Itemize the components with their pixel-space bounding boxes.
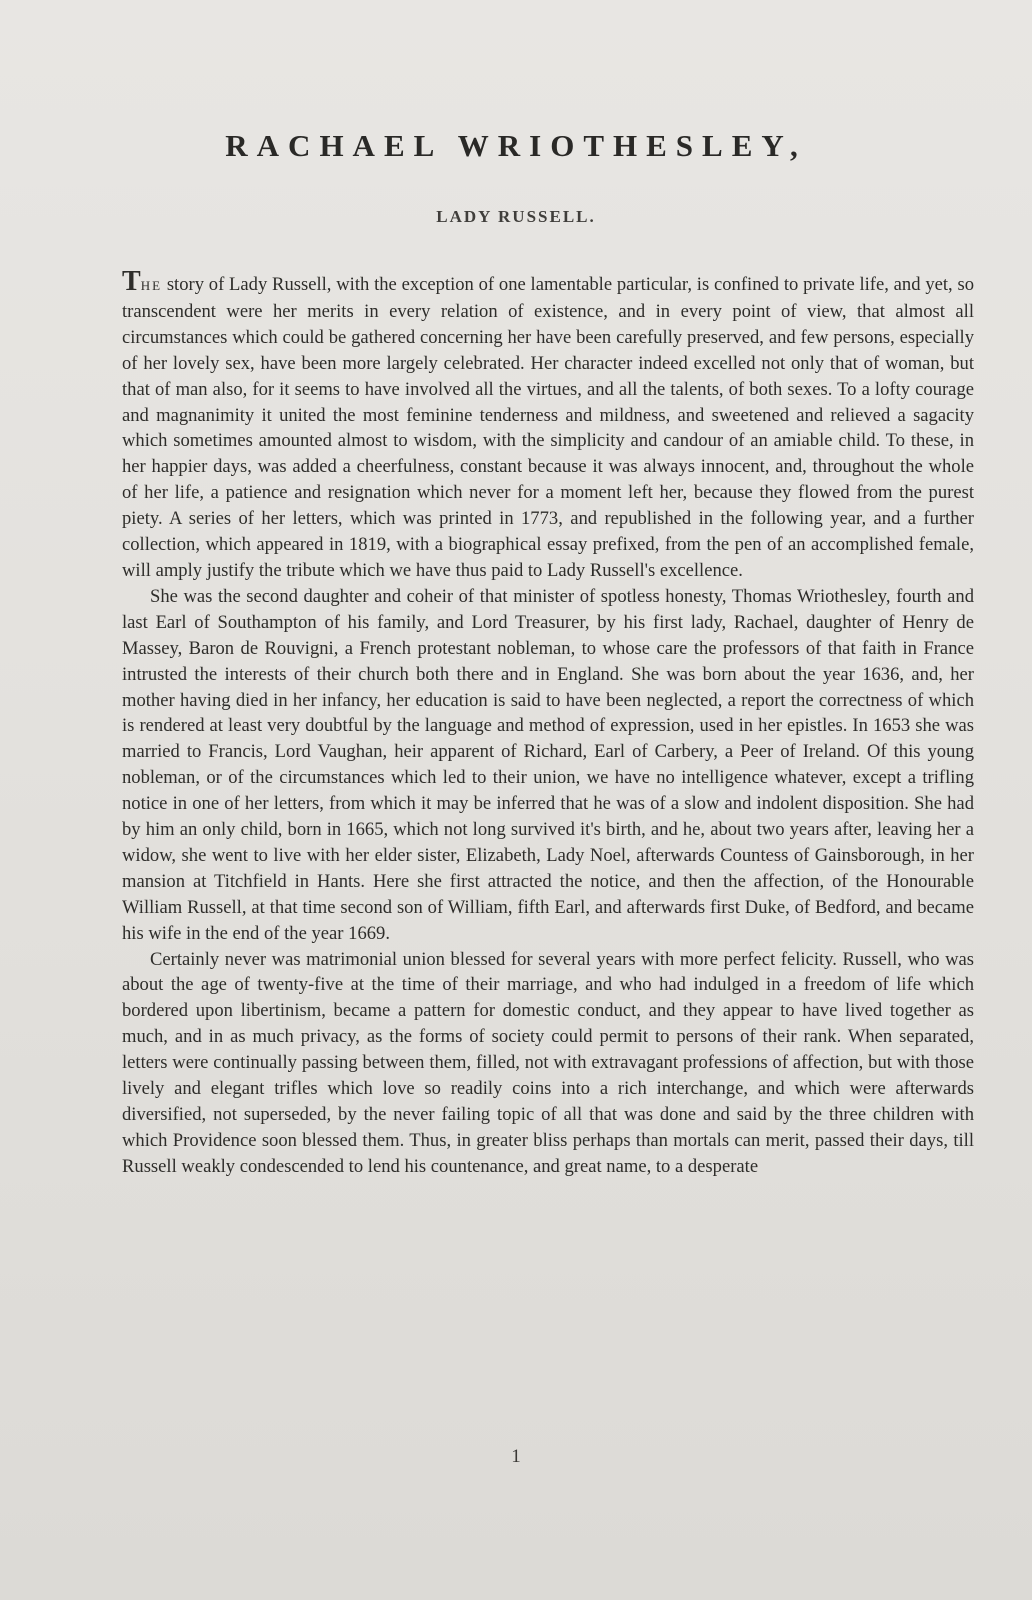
paragraph-2: She was the second daughter and coheir of that minister of spotless honesty, Thomas Wriothesley, fourth and last Earl of Southampton of his family, and Lord Treasurer, by his first lady, Rachael, daughter of Henry de Massey, Baron de Rouvigni, a French protestant nobleman, to whose care the professors of that faith in France intrusted the interests of their church both there and in England. She was born about the year 1636, and, her mother having died in her infancy, her education is said to have been neglected, a report the correctness of which is rendered at least very doubtful by the language and method of expression, used in her epistles. In 1653 she was married to Francis, Lord Vaughan, heir apparent of Richard, Earl of Carbery, a Peer of Ireland. Of this young nobleman, or of the circumstances which led to their union, we have no intelligence whatever, except a trifling notice in one of her letters, from which it may be inferred that he was of a slow and indolent disposition. She had by him an only child, born in 1665, which not long survived it's birth, and he, about two years after, leaving her a widow, she went to live with her elder sister, Elizabeth, Lady Noel, afterwards Countess of Gainsborough, in her mansion at Titchfield in Hants. Here she first attracted the notice, and then the affection, of the Honourable William Russell, at that time second son of William, fifth Earl, and afterwards first Duke, of Bedford, and became his wife in the end of the year 1669. xyxy=(122,585,974,944)
drop-cap: T xyxy=(122,266,141,297)
paragraph-1 xyxy=(122,266,974,584)
page-number: 1 xyxy=(511,1446,521,1467)
page-title: RACHAEL WRIOTHESLEY, xyxy=(225,128,807,163)
paragraph-1-text: story of Lady Russell, with the exception of one lamentable particular, is confined to private life, and yet, so transcendent were her merits in every relation of existence, and in every point of view, that almost all circumstances which could be gathered concerning her have been carefully preserved, and few persons, especially of her lovely sex, have been more largely celebrated. Her character indeed excelled not only that of woman, but that of man also, for it seems to have involved all the virtues, and all the talents, of both sexes. To a lofty courage and magnanimity it united the most feminine tenderness and mildness, and sweetened and relieved a sagacity which sometimes amounted almost to wisdom, with the simplicity and candour of an amiable child. To these, in her happier days, was added a cheerfulness, constant because it was always innocent, and, throughout the whole of her life, a patience and resignation which never for a moment left her, because they flowed from the purest piety. A series of her letters, which was printed in 1773, and republished in the following year, and a further collection, which appeared in 1819, with a biographical essay prefixed, from the pen of an accomplished female, will amply justify the tribute which we have thus paid to Lady Russell's excellence. xyxy=(122,274,974,581)
body-text xyxy=(122,266,974,1180)
paragraph-3: Certainly never was matrimonial union blessed for several years with more perfect felicity. Russell, who was about the age of twenty-five at the time of their marriage, and who had indulged in a freedom of life which bordered upon libertinism, became a pattern for domestic conduct, and they appear to have lived together as much, and in as much privacy, as the forms of society could permit to persons of their rank. When separated, letters were continually passing between them, filled, not with extravagant professions of affection, but with those lively and elegant trifles which love so readily coins into a rich interchange, and which were afterwards diversified, not superseded, by the never failing topic of all that was done and said by the three children with which Providence soon blessed them. Thus, in greater bliss perhaps than mortals can merit, passed their days, till Russell weakly condescended to lend his countenance, and great name, to a desperate xyxy=(122,948,974,1177)
page-subtitle: LADY RUSSELL. xyxy=(436,207,596,226)
paragraph-opener: HE xyxy=(140,278,163,293)
